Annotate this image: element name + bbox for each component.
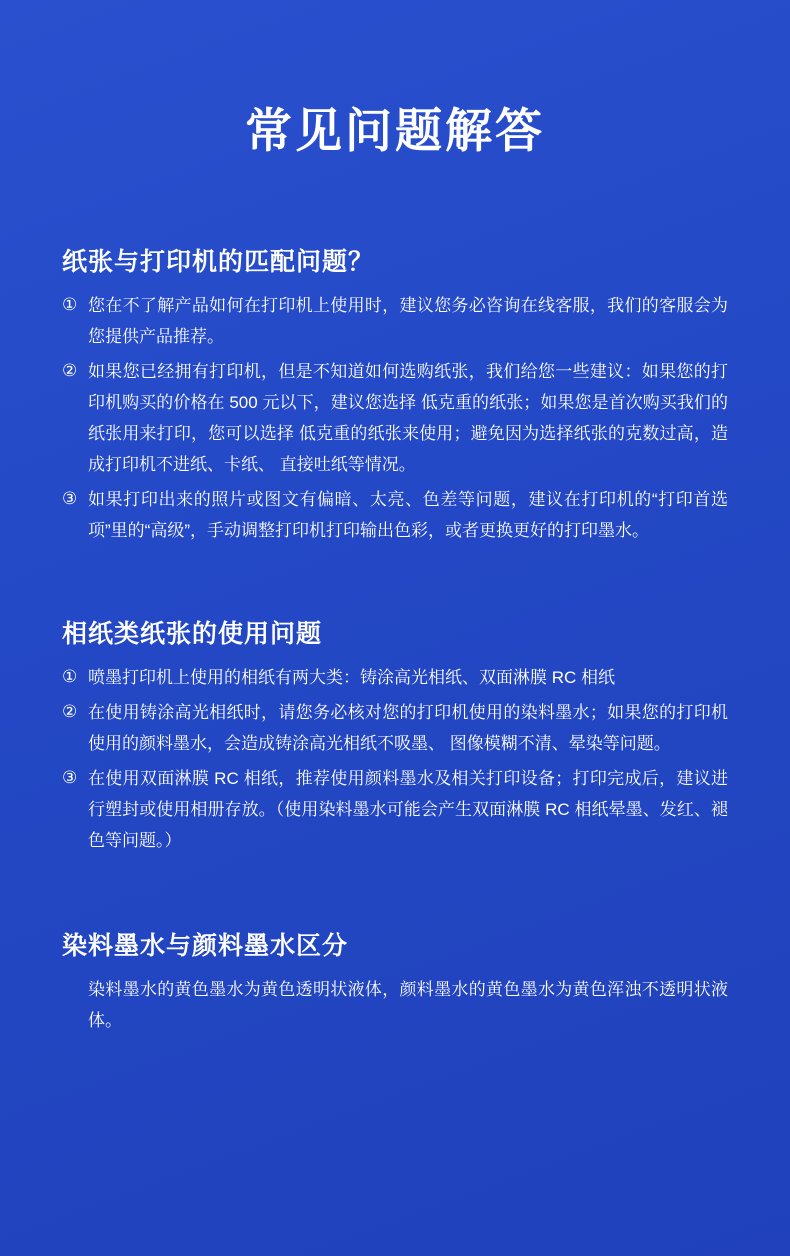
section-heading: 染料墨水与颜料墨水区分 <box>62 931 349 960</box>
list-marker: ③ <box>62 767 78 788</box>
section-heading: 相纸类纸张的使用问题 <box>62 619 323 648</box>
list-item <box>62 356 728 480</box>
list-item <box>62 484 728 546</box>
list-marker: ② <box>62 360 78 381</box>
list-item-text: 在使用双面淋膜 RC 相纸，推荐使用颜料墨水及相关打印设备；打印完成后，建议进行塑封或使用相册存放。（使用染料墨水可能会产生双面淋膜 RC 相纸晕墨、发红、褪色等问题。） <box>88 768 728 850</box>
list-item <box>62 697 728 759</box>
list-item-text: 如果您已经拥有打印机，但是不知道如何选购纸张，我们给您一些建议：如果您的打印机购买的价格在 500 元以下，建议您选择 低克重的纸张；如果您是首次购买我们的纸张用来打印，您可以选择 低克重的纸张来使用；避免因为选择纸张的克数过高，造成打印机不进纸、卡纸、 直接吐纸等情况。 <box>88 361 728 474</box>
list-item <box>62 763 728 856</box>
list-item <box>62 290 728 352</box>
list-marker: ① <box>62 666 78 687</box>
list-item-text: 喷墨打印机上使用的相纸有两大类：铸涂高光相纸、双面淋膜 RC 相纸 <box>88 667 615 687</box>
list-item-text: 如果打印出来的照片或图文有偏暗、太亮、色差等问题，建议在打印机的“打印首选项”里的“高级”，手动调整打印机打印输出色彩，或者更换更好的打印墨水。 <box>88 489 728 540</box>
list-item <box>62 662 728 693</box>
list-item-text: 您在不了解产品如何在打印机上使用时，建议您务必咨询在线客服，我们的客服会为您提供产品推荐。 <box>88 295 728 346</box>
page-title: 常见问题解答 <box>245 104 545 158</box>
list-marker: ③ <box>62 488 78 509</box>
section-photo-paper <box>0 614 790 856</box>
faq-page <box>0 31 790 1256</box>
section-heading: 纸张与打印机的匹配问题？ <box>62 247 375 276</box>
section-ink-difference <box>0 926 790 1036</box>
list-marker: ② <box>62 701 78 722</box>
list-item-text: 在使用铸涂高光相纸时，请您务必核对您的打印机使用的染料墨水；如果您的打印机使用的颜料墨水，会造成铸涂高光相纸不吸墨、 图像模糊不清、晕染等问题。 <box>88 702 728 753</box>
qa-list <box>62 662 728 856</box>
section-printer-matching <box>0 242 790 546</box>
section-paragraph: 染料墨水的黄色墨水为黄色透明状液体，颜料墨水的黄色墨水为黄色浑浊不透明状液体。 <box>88 979 728 1030</box>
qa-list <box>62 290 728 546</box>
list-marker: ① <box>62 294 78 315</box>
